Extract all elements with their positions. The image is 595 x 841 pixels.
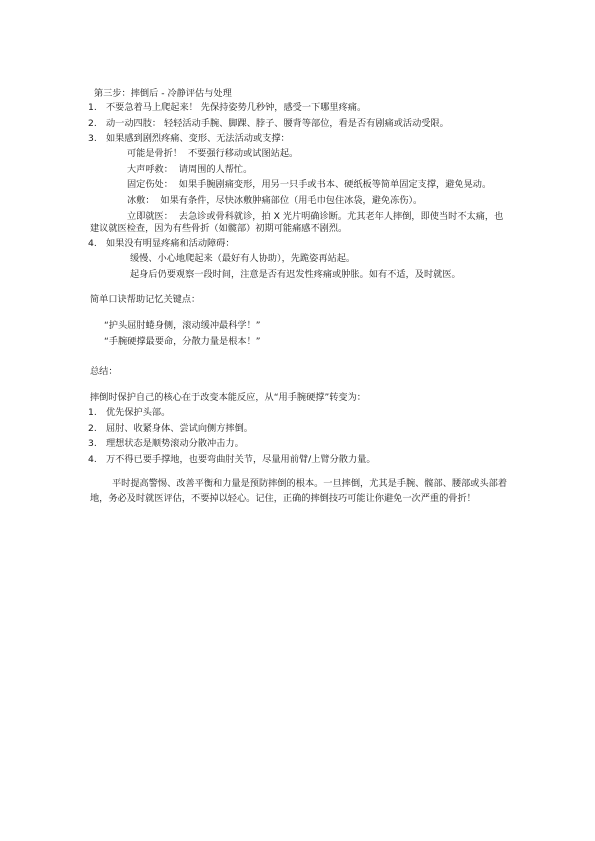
summary-list (90, 407, 510, 466)
list-number: 4. (88, 453, 97, 465)
sub-item: 冰敷： 如果有条件，尽快冰敷肿痛部位（用毛巾包住冰袋，避免冻伤）。 (127, 194, 423, 206)
list-text: 如果感到剧烈疼痛、变形、无法活动或支撑： (106, 133, 290, 145)
list-number: 1. (88, 407, 97, 419)
list-item (90, 133, 510, 234)
summary-intro: 摔倒时保护自己的核心在于改变本能反应，从“用手腕硬撑”转变为： (90, 391, 366, 403)
list-item (90, 238, 510, 281)
sub-item: 起身后仍要观察一段时间，注意是否有迟发性疼痛或肿胀。如有不适，及时就医。 (130, 268, 461, 280)
list-item (90, 423, 510, 435)
sub-item: 固定伤处： 如果手腕剧痛变形，用另一只手或书本、硬纸板等简单固定支撑，避免晃动。 (127, 179, 492, 191)
mnemonic-title: 简单口诀帮助记忆关键点： (90, 294, 201, 306)
document-body (90, 88, 510, 507)
list-item (90, 102, 510, 114)
sub-item: 缓慢、小心地爬起来（最好有人协助），先跪姿再站起。 (130, 253, 356, 265)
list-text: 万不得已要手撑地，也要弯曲肘关节，尽量用前臂/上臂分散力量。 (106, 453, 376, 465)
list-item (90, 118, 510, 130)
list-number: 3. (88, 133, 97, 145)
step3-sublist (90, 148, 510, 234)
list-item (90, 407, 510, 419)
list-number: 3. (88, 438, 97, 450)
sub-item: 立即就医： 去急诊或骨科就诊，拍 X 光片明确诊断。尤其老年人摔倒，即使当时不太痛，也建议就医检查，因为有些骨折（如髋部）初期可能痛感不剧烈。 (90, 210, 504, 234)
list-number: 2. (88, 117, 97, 129)
sub-item: 大声呼救： 请周围的人帮忙。 (127, 163, 253, 175)
summary-title: 总结： (90, 365, 118, 377)
list-item (90, 438, 510, 450)
list-text: 理想状态是顺势滚动分散冲击力。 (106, 438, 244, 450)
closing-paragraph: 平时提高警惕、改善平衡和力量是预防摔倒的根本。一旦摔倒，尤其是手腕、髋部、腰部或头部着地，务必及时就医评估，不要掉以轻心。记住，正确的摔倒技巧可能让你避免一次严重的骨折！ (90, 477, 508, 505)
list-text: 如果没有明显疼痛和活动障碍： (106, 238, 235, 250)
list-number: 1. (88, 102, 97, 113)
list-text: 动一动四肢： 轻轻活动手腕、脚踝、脖子、腰背等部位，看是否有剧痛或活动受限。 (106, 117, 449, 129)
step-title: 第三步：摔倒后 - 冷静评估与处理 (94, 88, 232, 99)
list-item (90, 454, 510, 466)
steps-list (90, 102, 510, 281)
list-text: 不要急着马上爬起来！ 先保持姿势几秒钟，感受一下哪里疼痛。 (106, 102, 367, 113)
list-text: 优先保护头部。 (106, 407, 171, 419)
list-number: 2. (88, 422, 97, 434)
list-text: 屈肘、收紧身体、尝试向侧方摔倒。 (106, 422, 253, 434)
sub-item: 可能是骨折！ 不要强行移动或试图站起。 (127, 148, 299, 160)
mnemonic-line: “护头屈肘蜷身侧，滚动缓冲最科学！” (104, 320, 261, 332)
step4-sublist (106, 253, 510, 281)
mnemonic-line: “手腕硬撑最要命，分散力量是根本！” (104, 335, 261, 347)
list-number: 4. (88, 238, 97, 250)
